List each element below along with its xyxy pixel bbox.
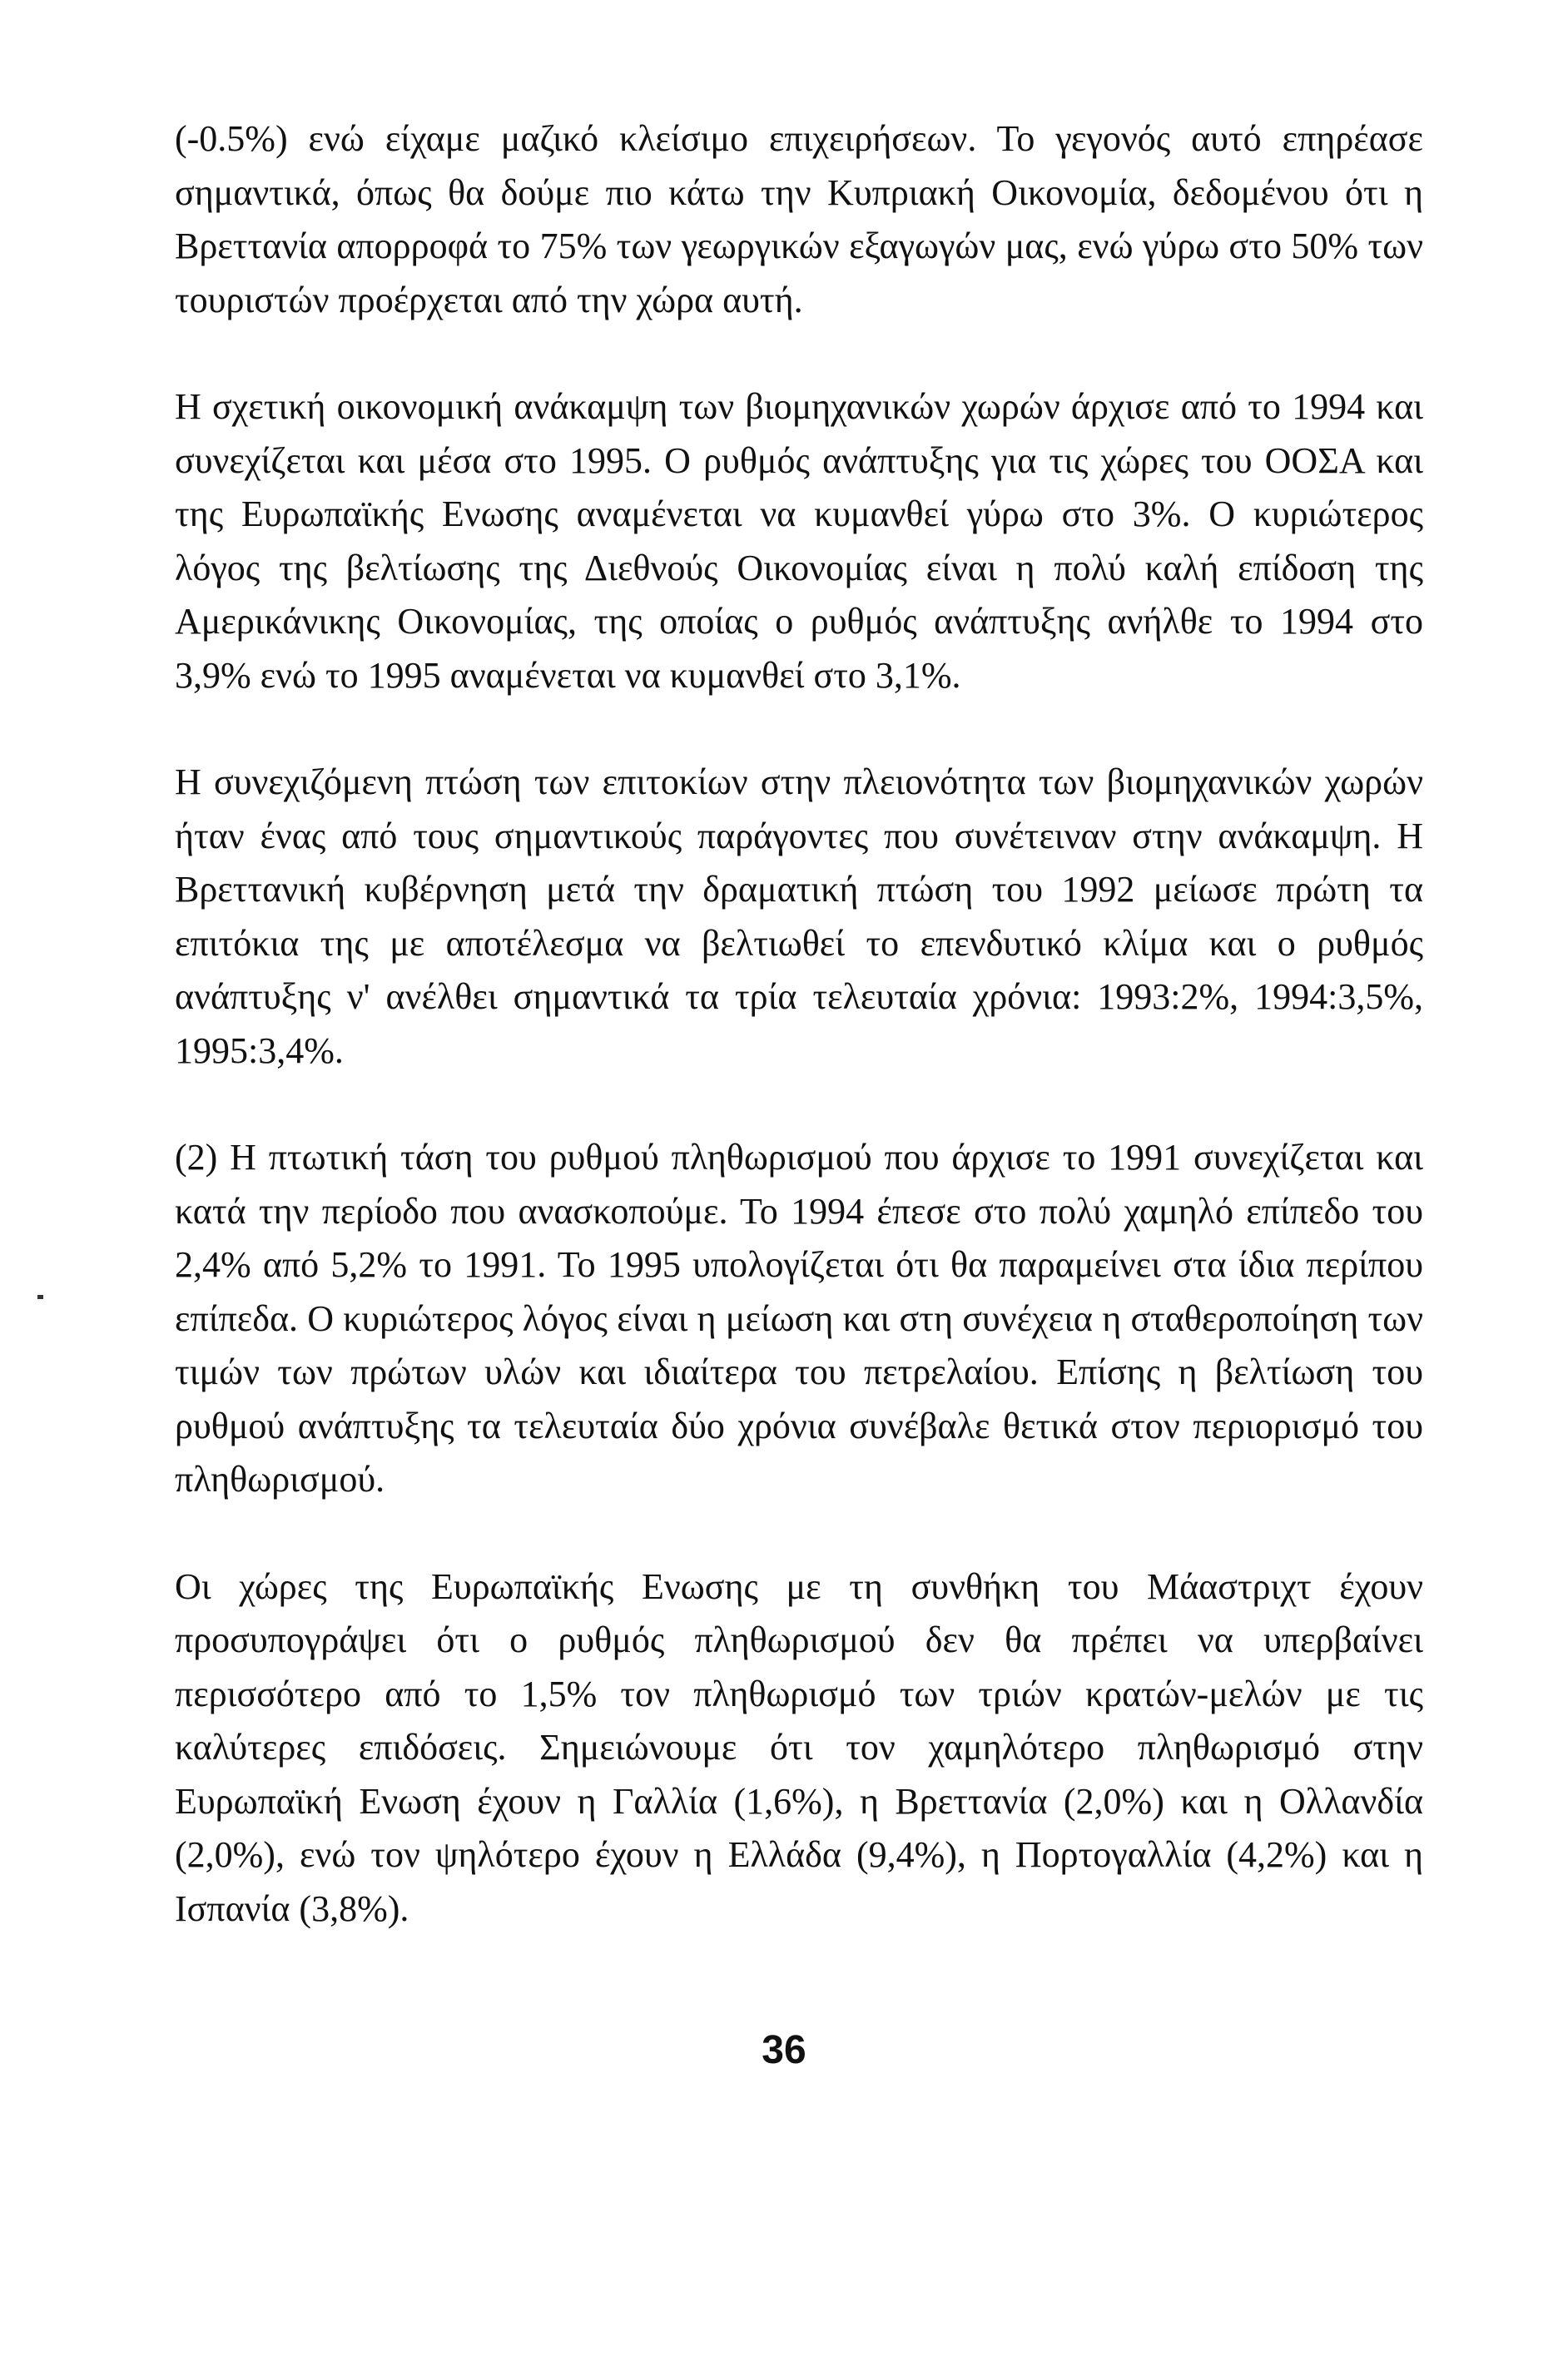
page-number: 36	[762, 2028, 806, 2072]
paragraph-5: Οι χώρες της Ευρωπαϊκής Ενωσης με τη συνθήκη του Μάαστριχτ έχουν προσυπογράψει ότι ο ρυθμός πληθωρισμού δεν θα πρέπει να υπερβαίνει περισσότερο από το 1,5% τον πληθωρισμό των τριών κρατών-μελών με τις καλύτερες επιδόσεις. Σημειώνουμε ότι τον χαμηλότερο πληθωρισμό στην Ευρωπαϊκή Ενωση έχουν η Γαλλία (1,6%), η Βρεττανία (2,0%) και η Ολλανδία (2,0%), ενώ τον ψηλότερο έχουν η Ελλάδα (9,4%), η Πορτογαλλία (4,2%) και η Ισπανία (3,8%).	[175, 1565, 1423, 1929]
scan-speck	[37, 1295, 43, 1299]
paragraph-2: Η σχετική οικονομική ανάκαμψη των βιομηχανικών χωρών άρχισε από το 1994 και συνεχίζεται και μέσα στο 1995. Ο ρυθμός ανάπτυξης για τις χώρες του ΟΟΣΑ και της Ευρωπαϊκής Ενωσης αναμένεται να κυμανθεί γύρω στο 3%. Ο κυριώτερος λόγος της βελτίωσης της Διεθνούς Οικονομίας είναι η πολύ καλή επίδοση της Αμερικάνικης Οικονομίας, της οποίας ο ρυθμός ανάπτυξης ανήλθε το 1994 στο 3,9% ενώ το 1995 αναμένεται να κυμανθεί στο 3,1%.	[175, 386, 1423, 696]
paragraph-4: (2) Η πτωτική τάση του ρυθμού πληθωρισμού που άρχισε το 1991 συνεχίζεται και κατά την περίοδο που ανασκοπούμε. Το 1994 έπεσε στο πολύ χαμηλό επίπεδο του 2,4% από 5,2% το 1991. Το 1995 υπολογίζεται ότι θα παραμείνει στα ίδια περίπου επίπεδα. Ο κυριώτερος λόγος είναι η μείωση και στη συνέχεια η σταθεροποίηση των τιμών των πρώτων υλών και ιδιαίτερα του πετρελαίου. Επίσης η βελτίωση του ρυθμού ανάπτυξης τα τελευταία δύο χρόνια συνέβαλε θετικά στον περιορισμό του πληθωρισμού.	[175, 1137, 1423, 1500]
paragraph-3: Η συνεχιζόμενη πτώση των επιτοκίων στην πλειονότητα των βιομηχανικών χωρών ήταν ένας από τους σημαντικούς παράγοντες που συνέτειναν στην ανάκαμψη. Η Βρεττανική κυβέρνηση μετά την δραματική πτώση του 1992 μείωσε πρώτη τα επιτόκια της με αποτέλεσμα να βελτιωθεί το επενδυτικό κλίμα και ο ρυθμός ανάπτυξης ν' ανέλθει σημαντικά τα τρία τελευταία χρόνια: 1993:2%, 1994:3,5%, 1995:3,4%.	[175, 761, 1423, 1071]
body-text	[175, 112, 1423, 1989]
paragraph-1: (-0.5%) ενώ είχαμε μαζικό κλείσιμο επιχειρήσεων. Το γεγονός αυτό επηρέασε σημαντικά, όπως θα δούμε πιο κάτω την Κυπριακή Οικονομία, δεδομένου ότι η Βρεττανία απορροφά το 75% των γεωργικών εξαγωγών μας, ενώ γύρω στο 50% των τουριστών προέρχεται από την χώρα αυτή.	[175, 118, 1423, 320]
